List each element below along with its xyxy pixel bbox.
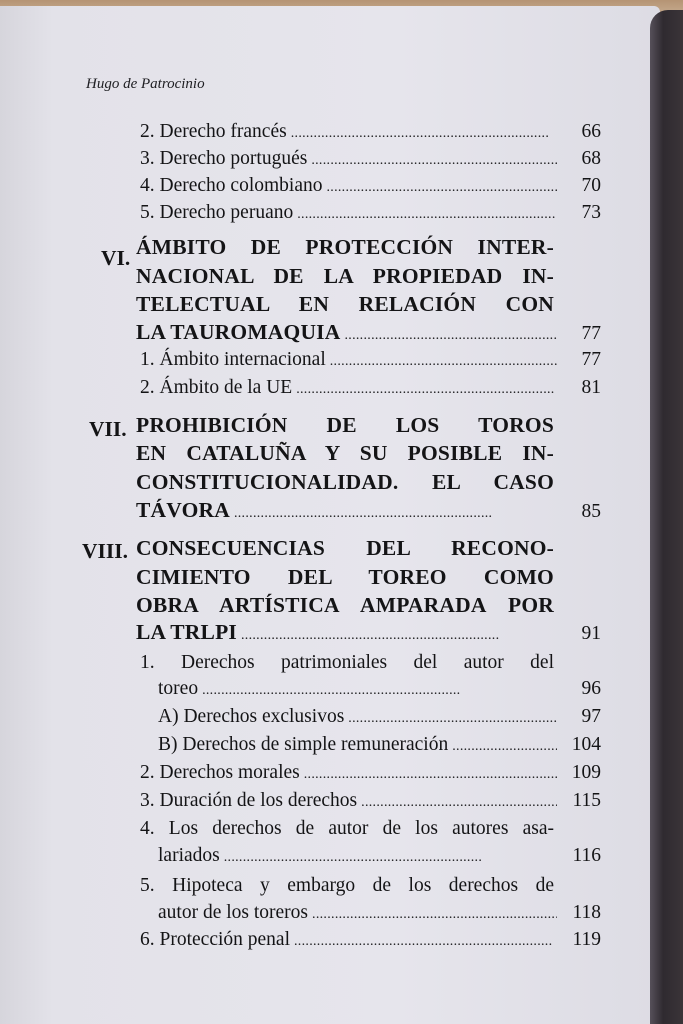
toc-entry: 2. Derecho francés . . . 66 [140, 121, 601, 143]
toc-entry-line: 5. Hipoteca y embargo de los derechos de [140, 875, 554, 896]
toc-entry-line: 1. Derechos patrimoniales del autor del [140, 652, 554, 673]
section-number: VII. [89, 417, 127, 441]
toc-entry: LA TAUROMAQUIA . . . 77 [136, 320, 601, 345]
section-title-line: OBRA ARTÍSTICA AMPARADA POR [136, 593, 554, 617]
toc-entry: A) Derechos exclusivos . . . 97 [158, 706, 601, 728]
toc-entry: autor de los toreros . . . 118 [158, 902, 601, 924]
toc-entry: 6. Protección penal . . . 119 [140, 929, 601, 951]
section-title-line: CONSECUENCIAS DEL RECONO- [136, 536, 554, 560]
toc-entry: B) Derechos de simple remuneración . . . 104 [158, 734, 601, 756]
section-title-line: ÁMBITO DE PROTECCIÓN INTER- [136, 235, 554, 259]
section-title-line: PROHIBICIÓN DE LOS TOROS [136, 413, 554, 437]
section-title-line: NACIONAL DE LA PROPIEDAD IN- [136, 264, 554, 288]
toc-entry: toreo . . . 96 [158, 678, 601, 700]
toc-entry: 3. Duración de los derechos . . . 115 [140, 790, 601, 812]
section-title-line: CONSTITUCIONALIDAD. EL CASO [136, 470, 554, 494]
toc-entry: 1. Ámbito internacional . . . 77 [140, 349, 601, 371]
toc-entry: 2. Derechos morales . . . 109 [140, 762, 601, 784]
section-number: VIII. [82, 539, 129, 563]
toc-entry: 3. Derecho portugués . . . 68 [140, 148, 601, 170]
toc-entry-line: 4. Los derechos de autor de los autores asa- [140, 818, 554, 839]
section-title-line: EN CATALUÑA Y SU POSIBLE IN- [136, 441, 554, 465]
running-header: Hugo de Patrocinio [86, 76, 205, 92]
section-title-line: CIMIENTO DEL TOREO COMO [136, 565, 554, 589]
toc-entry: LA TRLPI . . . 91 [136, 620, 601, 645]
toc-entry: TÁVORA . . . 85 [136, 498, 601, 523]
toc-entry: 2. Ámbito de la UE . . . 81 [140, 377, 601, 399]
toc-entry: 5. Derecho peruano . . . 73 [140, 202, 601, 224]
toc-entry: 4. Derecho colombiano . . . 70 [140, 175, 601, 197]
section-title-line: TELECTUAL EN RELACIÓN CON [136, 292, 554, 316]
toc-entry: lariados . . . 116 [158, 845, 601, 867]
section-number: VI. [101, 246, 131, 270]
